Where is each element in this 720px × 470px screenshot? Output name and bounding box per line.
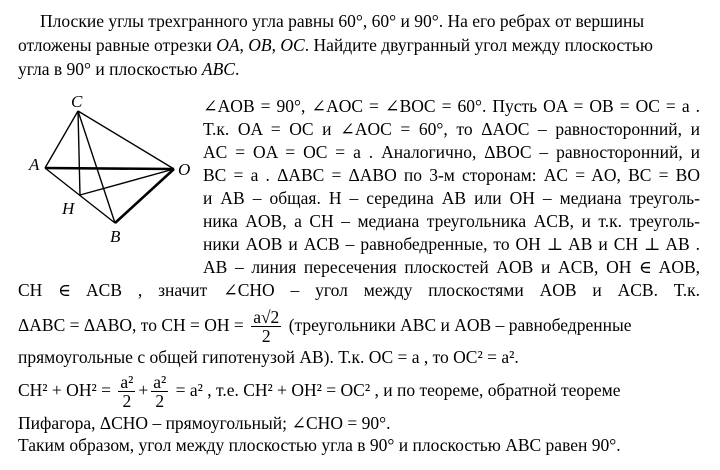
segment-oa: OA (216, 35, 240, 55)
solution-line-6: ника AOB, а CH – медиана треугольника ACB, и т.к. треуголь- (203, 211, 700, 231)
solution-line-13: Пифагора, ΔCHO – прямоугольный; ∠CHO = 90°. (18, 413, 391, 433)
problem-text-3b: . (234, 59, 240, 79)
segment-oc: OC (280, 35, 305, 55)
fraction-denominator: 2 (155, 391, 165, 412)
sep: , (239, 35, 249, 55)
problem-text-2a: отложены равные отрезки (18, 35, 217, 55)
solution-line-10 (18, 305, 631, 345)
problem-text-2b: . Найдите двугранный угол между плоскостью (304, 35, 653, 55)
fraction-denominator: 2 (261, 326, 271, 347)
problem-line-3 (18, 58, 239, 80)
problem-line-1 (40, 10, 644, 32)
label-o: O (178, 160, 191, 179)
fraction-numerator: a² (153, 372, 167, 393)
equality-text: ΔABC = ΔABO, то CH = OH = (18, 315, 244, 335)
fraction-numerator: a² (120, 372, 134, 393)
sep: , (271, 35, 281, 55)
solution-line-8: AB – линия пересечения плоскостей AOB и ACB, OH ∈ AOB, (203, 257, 700, 277)
edge-ao (45, 168, 174, 169)
label-h: H (62, 199, 75, 218)
solution-line-7: ники AOB и ACB – равнобедренные, то OH ⊥ AB и CH ⊥ AB . (203, 234, 700, 254)
solution-line-4: BC = a . ΔABC = ΔABO по 3-м сторонам: AC = AO, BC = BO (203, 165, 700, 185)
label-c: C (71, 96, 83, 111)
pythagoras-text: = a² , т.е. CH² + OH² = OC² , и по теореме, обратной теореме (175, 380, 621, 400)
fraction-a2-over-2 (151, 373, 168, 410)
problem-text-3a: угла в 90° и плоскостью (18, 59, 202, 79)
edge-co (78, 111, 174, 169)
problem-line-2 (18, 34, 653, 56)
plane-abc: ABC (201, 59, 235, 79)
solution-line-1: ∠AOB = 90°, ∠AOC = ∠BOC = 60°. Пусть OA = OB = OC = a . (203, 96, 700, 116)
conclusion-line: Таким образом, угол между плоскостью угла в 90° и плоскостью ABC равен 90°. (18, 435, 621, 455)
plus-sign: + (138, 380, 149, 400)
fraction-numerator: a√2 (253, 307, 280, 328)
solution-line-12 (18, 370, 620, 410)
problem-text-1: Плоские углы трехгранного угла равны 60°, 60° и 90°. На его ребрах от вершины (40, 11, 645, 31)
fraction-a2-over-2 (118, 373, 135, 410)
sum-of-squares-text: CH² + OH² = (18, 380, 111, 400)
label-a: A (29, 155, 40, 174)
solution-line-11: прямоугольные с общей гипотенузой AB). Т.к. OC = a , то OC² = a². (18, 347, 519, 367)
label-b: B (110, 227, 121, 246)
fraction-denominator: 2 (122, 391, 132, 412)
edge-ca (45, 111, 78, 168)
solution-line-2: Т.к. OA = OC и ∠AOC = 60°, то ΔAOC – равносторонний, и (203, 119, 700, 139)
solution-line-5: и AB – общая. H – середина AB или OH – медиана треуголь- (203, 188, 700, 208)
triangles-note: (треугольники ABC и AOB – равнобедренные (288, 315, 632, 335)
solution-line-3: AC = OA = OC = a . Аналогично, ΔBOC – равносторонний, и (203, 142, 700, 162)
segment-ob: OB (248, 35, 272, 55)
trihedral-angle-figure (28, 96, 203, 246)
fraction-a-root2-over-2 (251, 308, 281, 345)
solution-line-9: CH ∈ ACB , значит ∠CHO – угол между плоскостями AOB и ACB. Т.к. (18, 280, 700, 300)
segment-ch (78, 111, 80, 195)
